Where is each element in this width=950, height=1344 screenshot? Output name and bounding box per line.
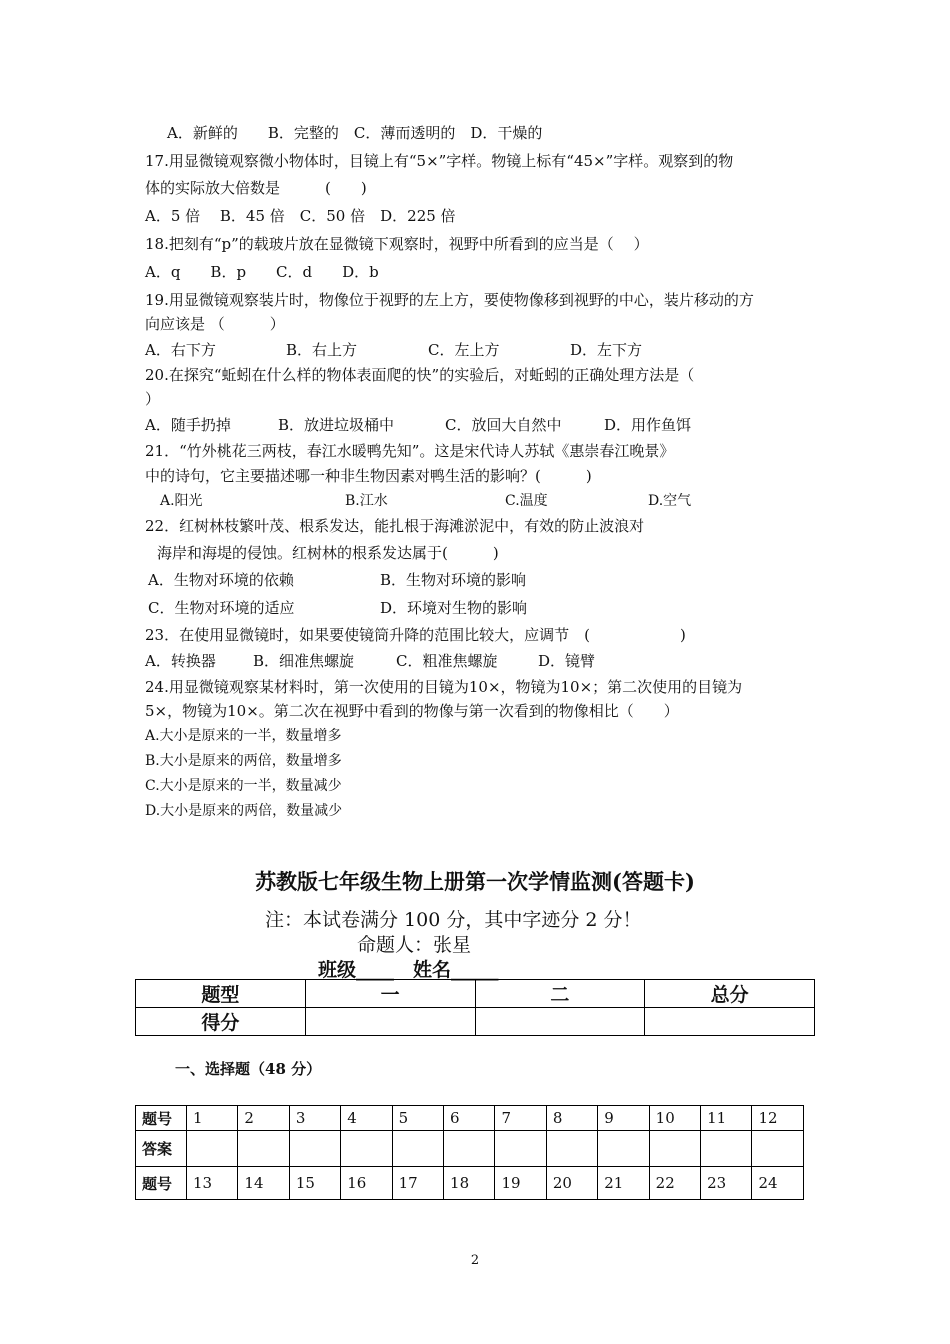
answer-number-cell: 1: [187, 1106, 238, 1131]
answer-label-number: 题号: [136, 1106, 187, 1131]
answer-cell[interactable]: [701, 1131, 752, 1167]
answer-cell[interactable]: [289, 1131, 340, 1167]
answer-cell[interactable]: [238, 1131, 289, 1167]
q17-stem-line2: 体的实际放大倍数是 ( ): [145, 179, 367, 197]
answer-cell[interactable]: [649, 1131, 700, 1167]
score-cell-total[interactable]: [645, 1008, 815, 1036]
answer-table: [135, 1105, 804, 1200]
answer-number-cell: 15: [289, 1167, 340, 1200]
answer-number-cell: 13: [187, 1167, 238, 1200]
answer-cell[interactable]: [752, 1131, 804, 1167]
answer-cell[interactable]: [546, 1131, 597, 1167]
q24-option-a: A.大小是原来的一半，数量增多: [145, 728, 342, 744]
q20-stem-line1: 20.在探究“蚯蚓在什么样的物体表面爬的快”的实验后，对蚯蚓的正确处理方法是（: [145, 366, 695, 384]
answer-number-cell: 18: [444, 1167, 495, 1200]
q20-option-a: A．随手扔掉: [145, 416, 231, 434]
q21-stem-line1: 21．“竹外桃花三两枝，春江水暖鸭先知”。这是宋代诗人苏轼《惠崇春江晚景》: [145, 442, 675, 460]
answer-number-cell: 17: [392, 1167, 443, 1200]
q19-option-c: C．左上方: [428, 341, 500, 359]
q19-option-b: B．右上方: [286, 341, 358, 359]
answer-number-cell: 19: [495, 1167, 546, 1200]
q24-option-c: C.大小是原来的一半，数量减少: [145, 778, 342, 794]
page-number: 2: [470, 1253, 480, 1268]
answer-number-cell: 9: [598, 1106, 649, 1131]
answer-cell[interactable]: [341, 1131, 392, 1167]
q24-option-d: D.大小是原来的两倍，数量减少: [145, 803, 343, 819]
answer-cell[interactable]: [392, 1131, 443, 1167]
score-cell-part2[interactable]: [475, 1008, 645, 1036]
q22-stem-line2: 海岸和海堤的侵蚀。红树林的根系发达属于( ): [157, 544, 499, 562]
q24-stem-line2: 5×，物镜为10×。第二次在视野中看到的物像与第一次看到的物像相比（ ）: [145, 702, 679, 720]
q20-option-d: D．用作鱼饵: [604, 416, 692, 434]
q21-option-c: C.温度: [505, 493, 548, 509]
q20-stem-line2: ）: [145, 390, 161, 408]
q22-stem-line1: 22．红树林枝繁叶茂、根系发达，能扎根于海滩淤泥中，有效的防止波浪对: [145, 517, 645, 535]
answer-number-cell: 23: [701, 1167, 752, 1200]
answer-number-cell: 21: [598, 1167, 649, 1200]
q22-option-a: A．生物对环境的依赖: [148, 571, 294, 589]
answer-card-title: 苏教版七年级生物上册第一次学情监测(答题卡): [255, 869, 695, 894]
q21-option-b: B.江水: [345, 493, 388, 509]
answer-number-cell: 4: [341, 1106, 392, 1131]
q18-stem: 18.把刻有“p”的载玻片放在显微镜下观察时，视野中所看到的应当是（ ）: [145, 235, 649, 253]
q21-option-d: D.空气: [648, 493, 692, 509]
q19-option-d: D．左下方: [570, 341, 643, 359]
q24-stem-line1: 24.用显微镜观察某材料时，第一次使用的目镜为10×，物镜为10×；第二次使用的目镜为: [145, 678, 743, 696]
q18-options: A．q B．p C．d D．b: [145, 263, 379, 281]
answer-label-answer: 答案: [136, 1131, 187, 1167]
q24-option-b: B.大小是原来的两倍，数量增多: [145, 753, 342, 769]
score-cell-part1[interactable]: [305, 1008, 475, 1036]
answer-number-cell: 11: [701, 1106, 752, 1131]
q21-option-a: A.阳光: [160, 493, 203, 509]
answer-number-cell: 8: [546, 1106, 597, 1131]
answer-number-cell: 5: [392, 1106, 443, 1131]
answer-cell[interactable]: [495, 1131, 546, 1167]
score-table: [135, 979, 815, 1036]
score-header-part2: 二: [475, 980, 645, 1008]
q23-option-a: A．转换器: [145, 652, 216, 670]
q17-stem-line1: 17.用显微镜观察微小物体时，目镜上有“5×”字样。物镜上标有“45×”字样。观察到的物: [145, 152, 734, 170]
score-header-total: 总分: [645, 980, 815, 1008]
answer-number-cell: 16: [341, 1167, 392, 1200]
answer-number-cell: 24: [752, 1167, 804, 1200]
q23-option-c: C．粗准焦螺旋: [396, 652, 498, 670]
answer-number-cell: 6: [444, 1106, 495, 1131]
answer-cell[interactable]: [187, 1131, 238, 1167]
class-name-line: 班级____ 姓名_____: [318, 959, 499, 981]
q21-stem-line2: 中的诗句，它主要描述哪一种非生物因素对鸭生活的影响？( ): [145, 467, 592, 485]
answer-number-cell: 7: [495, 1106, 546, 1131]
score-note: 注：本试卷满分 100 分，其中字迹分 2 分！: [265, 909, 642, 931]
answer-number-cell: 22: [649, 1167, 700, 1200]
q20-option-b: B．放进垃圾桶中: [278, 416, 395, 434]
score-header-type: 题型: [136, 980, 306, 1008]
q19-stem-line2: 向应该是 （ ）: [145, 315, 285, 333]
answer-number-cell: 10: [649, 1106, 700, 1131]
q23-option-b: B．细准焦螺旋: [253, 652, 355, 670]
q22-option-c: C．生物对环境的适应: [148, 599, 295, 617]
section-choice-heading: 一、选择题（48 分）: [175, 1060, 322, 1078]
q23-option-d: D．镜臂: [538, 652, 596, 670]
answer-label-number: 题号: [136, 1167, 187, 1200]
q19-option-a: A．右下方: [145, 341, 216, 359]
q23-stem: 23．在使用显微镜时，如果要使镜筒升降的范围比较大，应调节 ( ): [145, 626, 686, 644]
answer-number-cell: 3: [289, 1106, 340, 1131]
q20-option-c: C．放回大自然中: [445, 416, 562, 434]
q22-option-d: D．环境对生物的影响: [380, 599, 528, 617]
answer-number-cell: 2: [238, 1106, 289, 1131]
q16-options: A．新鲜的 B．完整的 C．薄而透明的 D．干燥的: [167, 124, 543, 142]
score-row-label: 得分: [136, 1008, 306, 1036]
q22-option-b: B．生物对环境的影响: [380, 571, 527, 589]
author-line: 命题人：张星: [357, 934, 472, 956]
answer-number-cell: 12: [752, 1106, 804, 1131]
answer-cell[interactable]: [598, 1131, 649, 1167]
answer-cell[interactable]: [444, 1131, 495, 1167]
q19-stem-line1: 19.用显微镜观察装片时，物像位于视野的左上方，要使物像移到视野的中心，装片移动的方: [145, 291, 754, 309]
score-header-part1: 一: [305, 980, 475, 1008]
answer-number-cell: 14: [238, 1167, 289, 1200]
q17-options: A．5 倍 B．45 倍 C．50 倍 D．225 倍: [145, 207, 456, 225]
answer-number-cell: 20: [546, 1167, 597, 1200]
